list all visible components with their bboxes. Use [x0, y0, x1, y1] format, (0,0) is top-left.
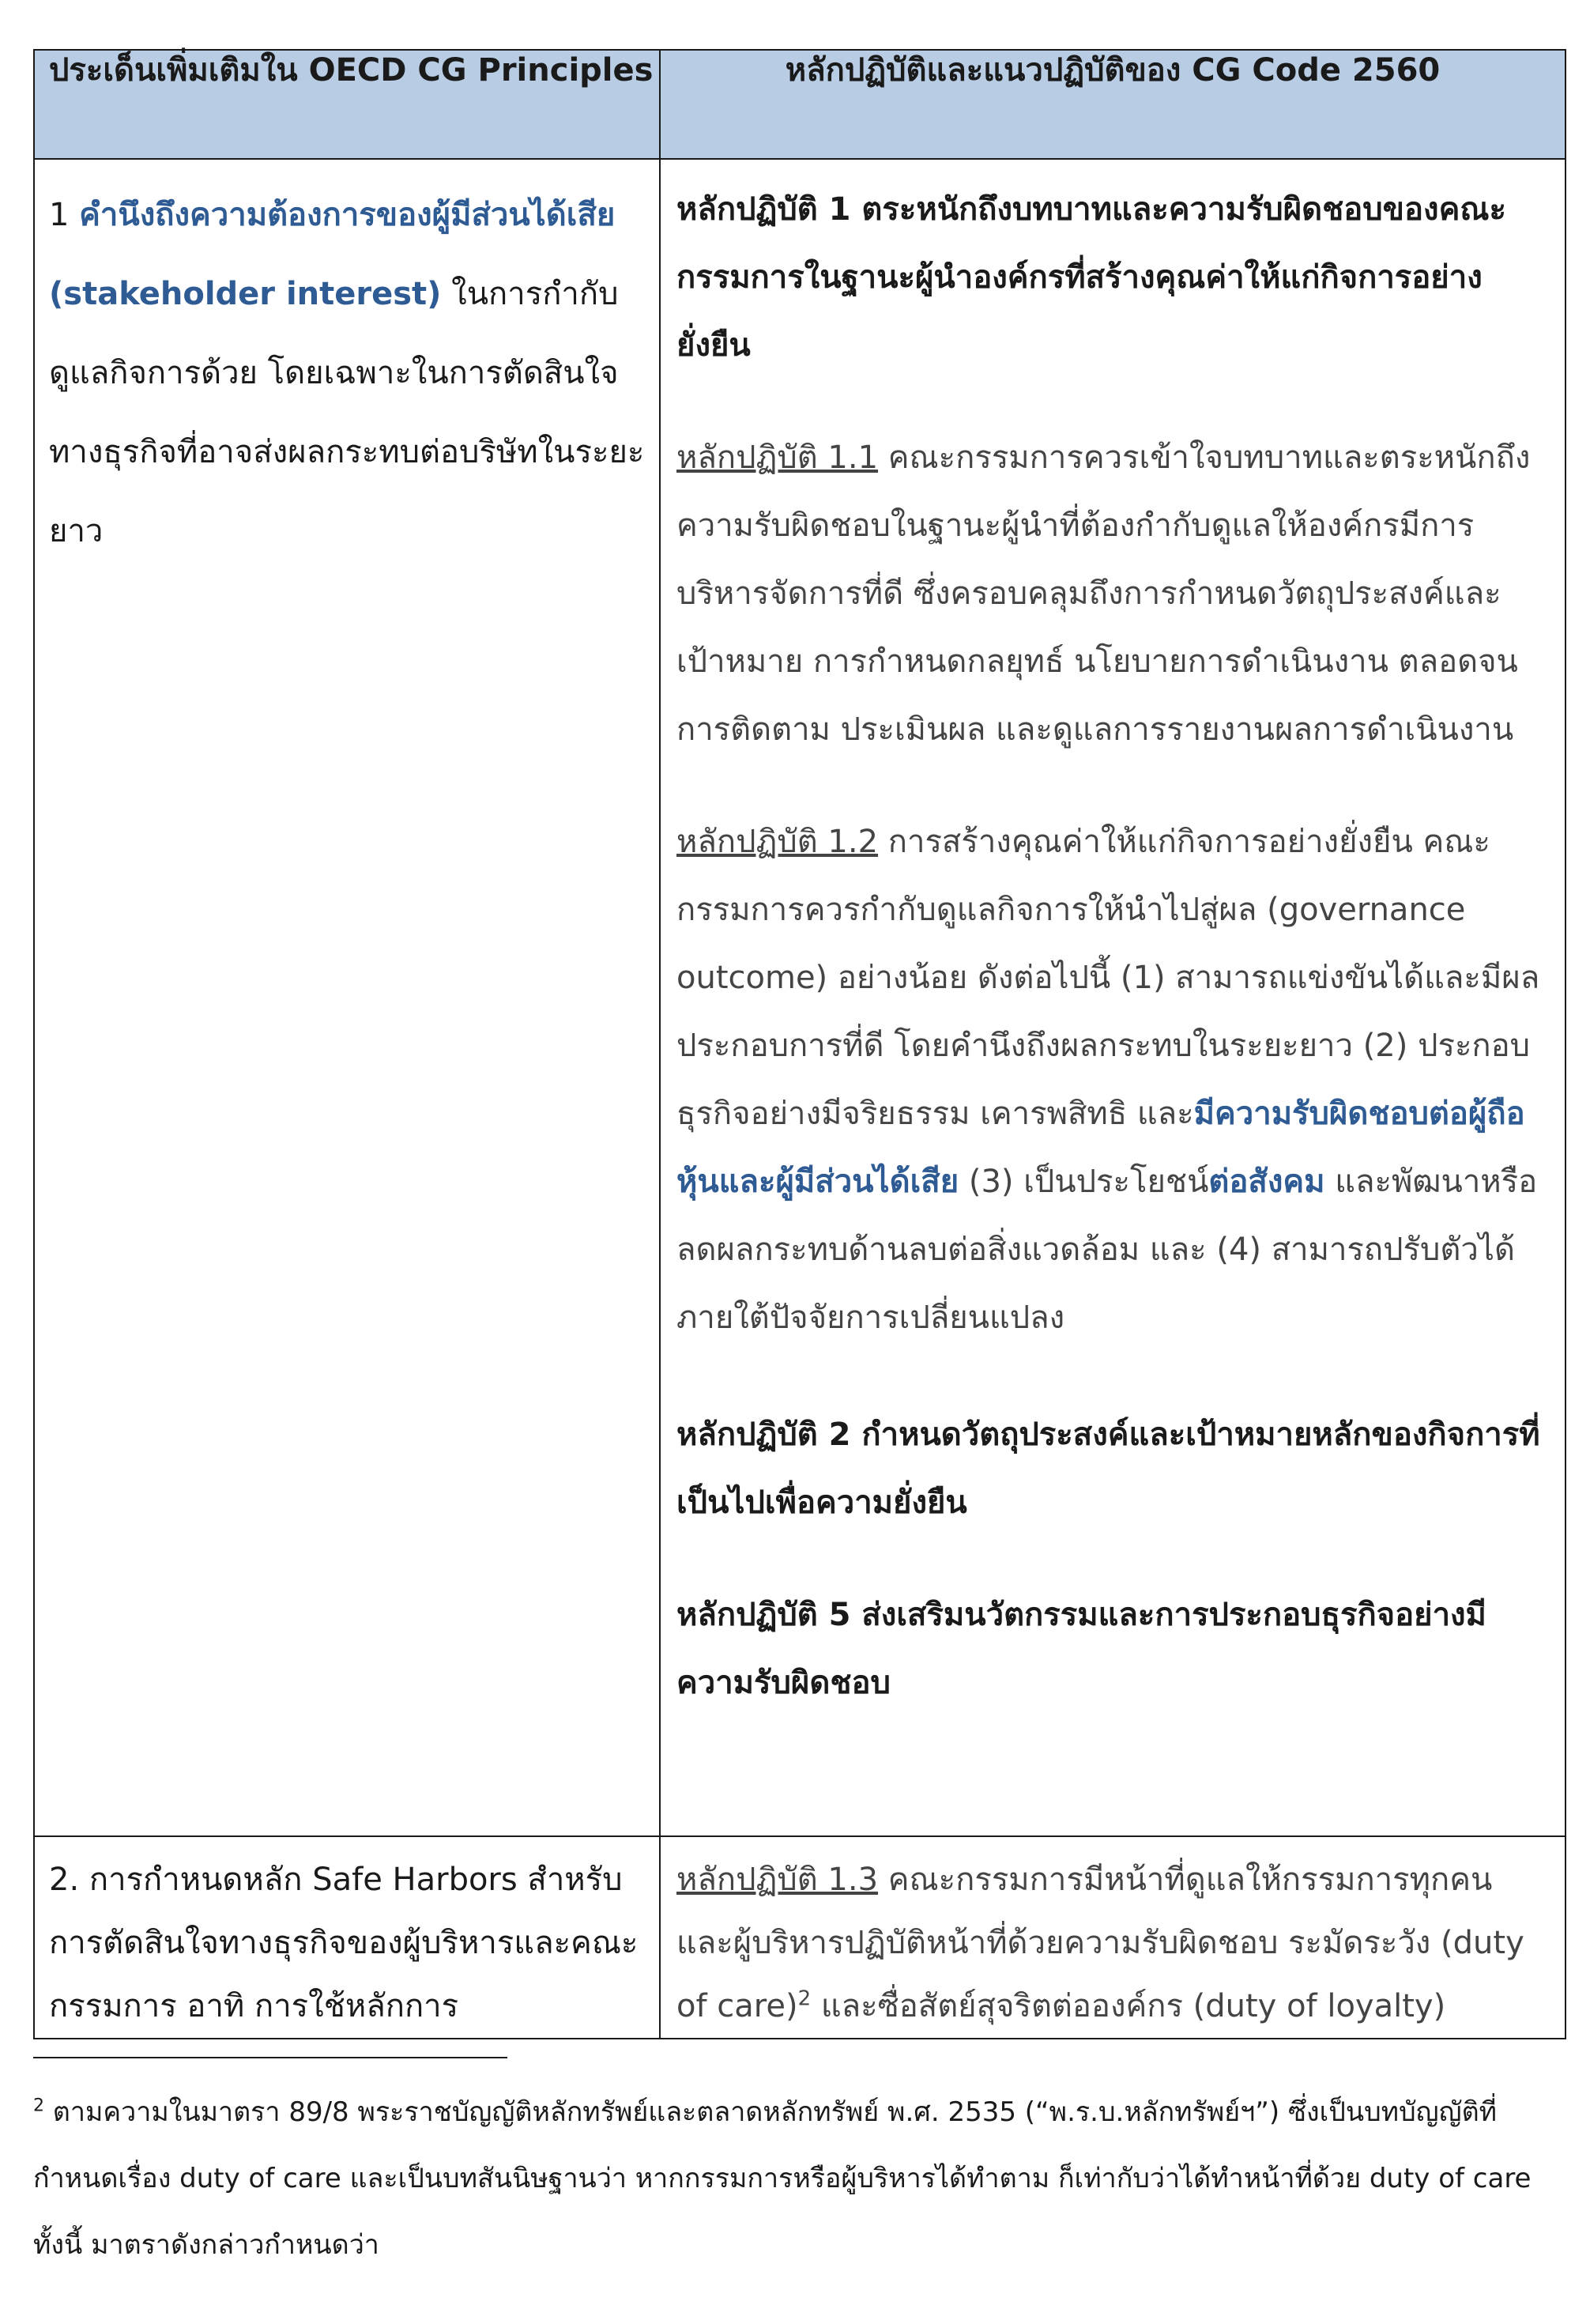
row1-left-cell — [34, 159, 660, 1836]
footnote-text: ตามความในมาตรา 89/8 พระราชบัญญัติหลักทรัพย์และตลาดหลักทรัพย์ พ.ศ. 2535 (“พ.ร.บ.หลักทรัพย์ฯ”) ซึ่งเป็นบทบัญญัติที่กำหนดเรื่อง duty of care และเป็นบทสันนิษฐานว่า หากกรรมการหรือผู้บริหารได้ทำตาม ก็เท่ากับว่าได้ทำหน้าที่ด้วย duty of care ทั้งนี้ มาตราดังกล่าวกำหนดว่า — [33, 2096, 1532, 2261]
principle-1-2-text-b: (3) เป็นประโยชน์ — [959, 1164, 1209, 1200]
spacer — [676, 1352, 1541, 1401]
principle-1-2 — [676, 808, 1541, 1352]
row1-right-content — [661, 160, 1565, 1717]
principle-1-3 — [661, 1837, 1565, 2038]
principle-1-3-ref: หลักปฏิบัติ 1.3 — [676, 1862, 879, 1898]
principle-1-2-ref: หลักปฏิบัติ 1.2 — [676, 824, 879, 860]
header-oecd: ประเด็นเพิ่มเติมใน OECD CG Principles — [34, 50, 660, 159]
principle-5: หลักปฏิบัติ 5 ส่งเสริมนวัตกรรมและการประกอบธุรกิจอย่างมีความรับผิดชอบ — [676, 1597, 1486, 1701]
row2-left-text: 2. การกำหนดหลัก Safe Harbors สำหรับการตัดสินใจทางธุรกิจของผู้บริหารและคณะกรรมการ อาทิ การใช้หลักการ — [49, 1862, 639, 2024]
principle-1-1-text: คณะกรรมการควรเข้าใจบทบาทและตระหนักถึงความรับผิดชอบในฐานะผู้นำที่ต้องกำกับดูแลให้องค์กรมีการบริหารจัดการที่ดี ซึ่งครอบคลุมถึงการกำหนดวัตถุประสงค์และเป้าหมาย การกำหนดกลยุทธ์ นโยบายการดำเนินงาน ตลอดจนการติดตาม ประเมินผล และดูแลการรายงานผลการดำเนินงาน — [676, 440, 1531, 748]
principle-1-3-text-b: และซื่อสัตย์สุจริตต่อองค์กร (duty of loyalty) — [811, 1988, 1446, 2024]
footnote-number: 2 — [33, 2096, 44, 2116]
row1-highlight: คำนึงถึงความต้องการของผู้มีส่วนได้เสีย (stakeholder interest) — [49, 197, 616, 312]
footnote-divider — [33, 2057, 507, 2058]
header-cg-code: หลักปฏิบัติและแนวปฏิบัติของ CG Code 2560 — [660, 50, 1566, 159]
row1-left-text — [35, 160, 659, 571]
row1-rest: ในการกำกับดูแลกิจการด้วย โดยเฉพาะในการตัดสินใจทางธุรกิจที่อาจส่งผลกระทบต่อบริษัทในระยะยาว — [49, 276, 645, 549]
row2-right-cell — [660, 1836, 1566, 2039]
principle-1-2-text-a: การสร้างคุณค่าให้แก่กิจการอย่างยั่งยืน คณะกรรมการควรกำกับดูแลกิจการให้นำไปสู่ผล (governance outcome) อย่างน้อย ดังต่อไปนี้ (1) สามารถแข่งขันได้และมีผลประกอบการที่ดี โดยคำนึงถึงผลกระทบในระยะยาว (2) ประกอบธุรกิจอย่างมีจริยธรรม เคารพสิทธิ และ — [676, 824, 1540, 1132]
comparison-table — [33, 49, 1566, 2039]
table-row — [34, 159, 1566, 1836]
table-row — [34, 1836, 1566, 2039]
spacer — [676, 764, 1541, 808]
footnote — [33, 2079, 1565, 2278]
principle-1-3-text-a: คณะกรรมการมีหน้าที่ดูแลให้กรรมการทุกคนและผู้บริหารปฏิบัติหน้าที่ด้วยความรับผิดชอบ ระมัดระวัง (duty of care) — [676, 1862, 1524, 2024]
principle-1-2-highlight-2: ต่อสังคม — [1208, 1164, 1325, 1200]
principle-1-1-ref: หลักปฏิบัติ 1.1 — [676, 440, 879, 476]
principle-1-2-highlight-1: มีความรับผิดชอบต่อผู้ถือหุ้นและผู้มีส่วนได้เสีย — [676, 1096, 1525, 1200]
principle-1-2-text-c: และพัฒนาหรือลดผลกระทบด้านลบต่อสิ่งแวดล้อม และ (4) สามารถปรับตัวได้ภายใต้ปัจจัยการเปลี่ยนแปลง — [676, 1164, 1538, 1336]
principle-1: หลักปฏิบัติ 1 ตระหนักถึงบทบาทและความรับผิดชอบของคณะกรรมการในฐานะผู้นำองค์กรที่สร้างคุณค่าให้แก่กิจการอย่างยั่งยืน — [676, 191, 1506, 364]
row1-number: 1 — [49, 197, 80, 233]
row1-right-cell — [660, 159, 1566, 1836]
footnote-marker[interactable]: 2 — [797, 1986, 812, 2011]
principle-2: หลักปฏิบัติ 2 กำหนดวัตถุประสงค์และเป้าหมายหลักของกิจการที่เป็นไปเพื่อความยั่งยืน — [676, 1417, 1540, 1521]
table-header-row — [34, 50, 1566, 159]
spacer — [676, 1537, 1541, 1581]
row2-left-cell — [34, 1836, 660, 2039]
principle-1-1 — [676, 424, 1541, 764]
spacer — [676, 379, 1541, 424]
